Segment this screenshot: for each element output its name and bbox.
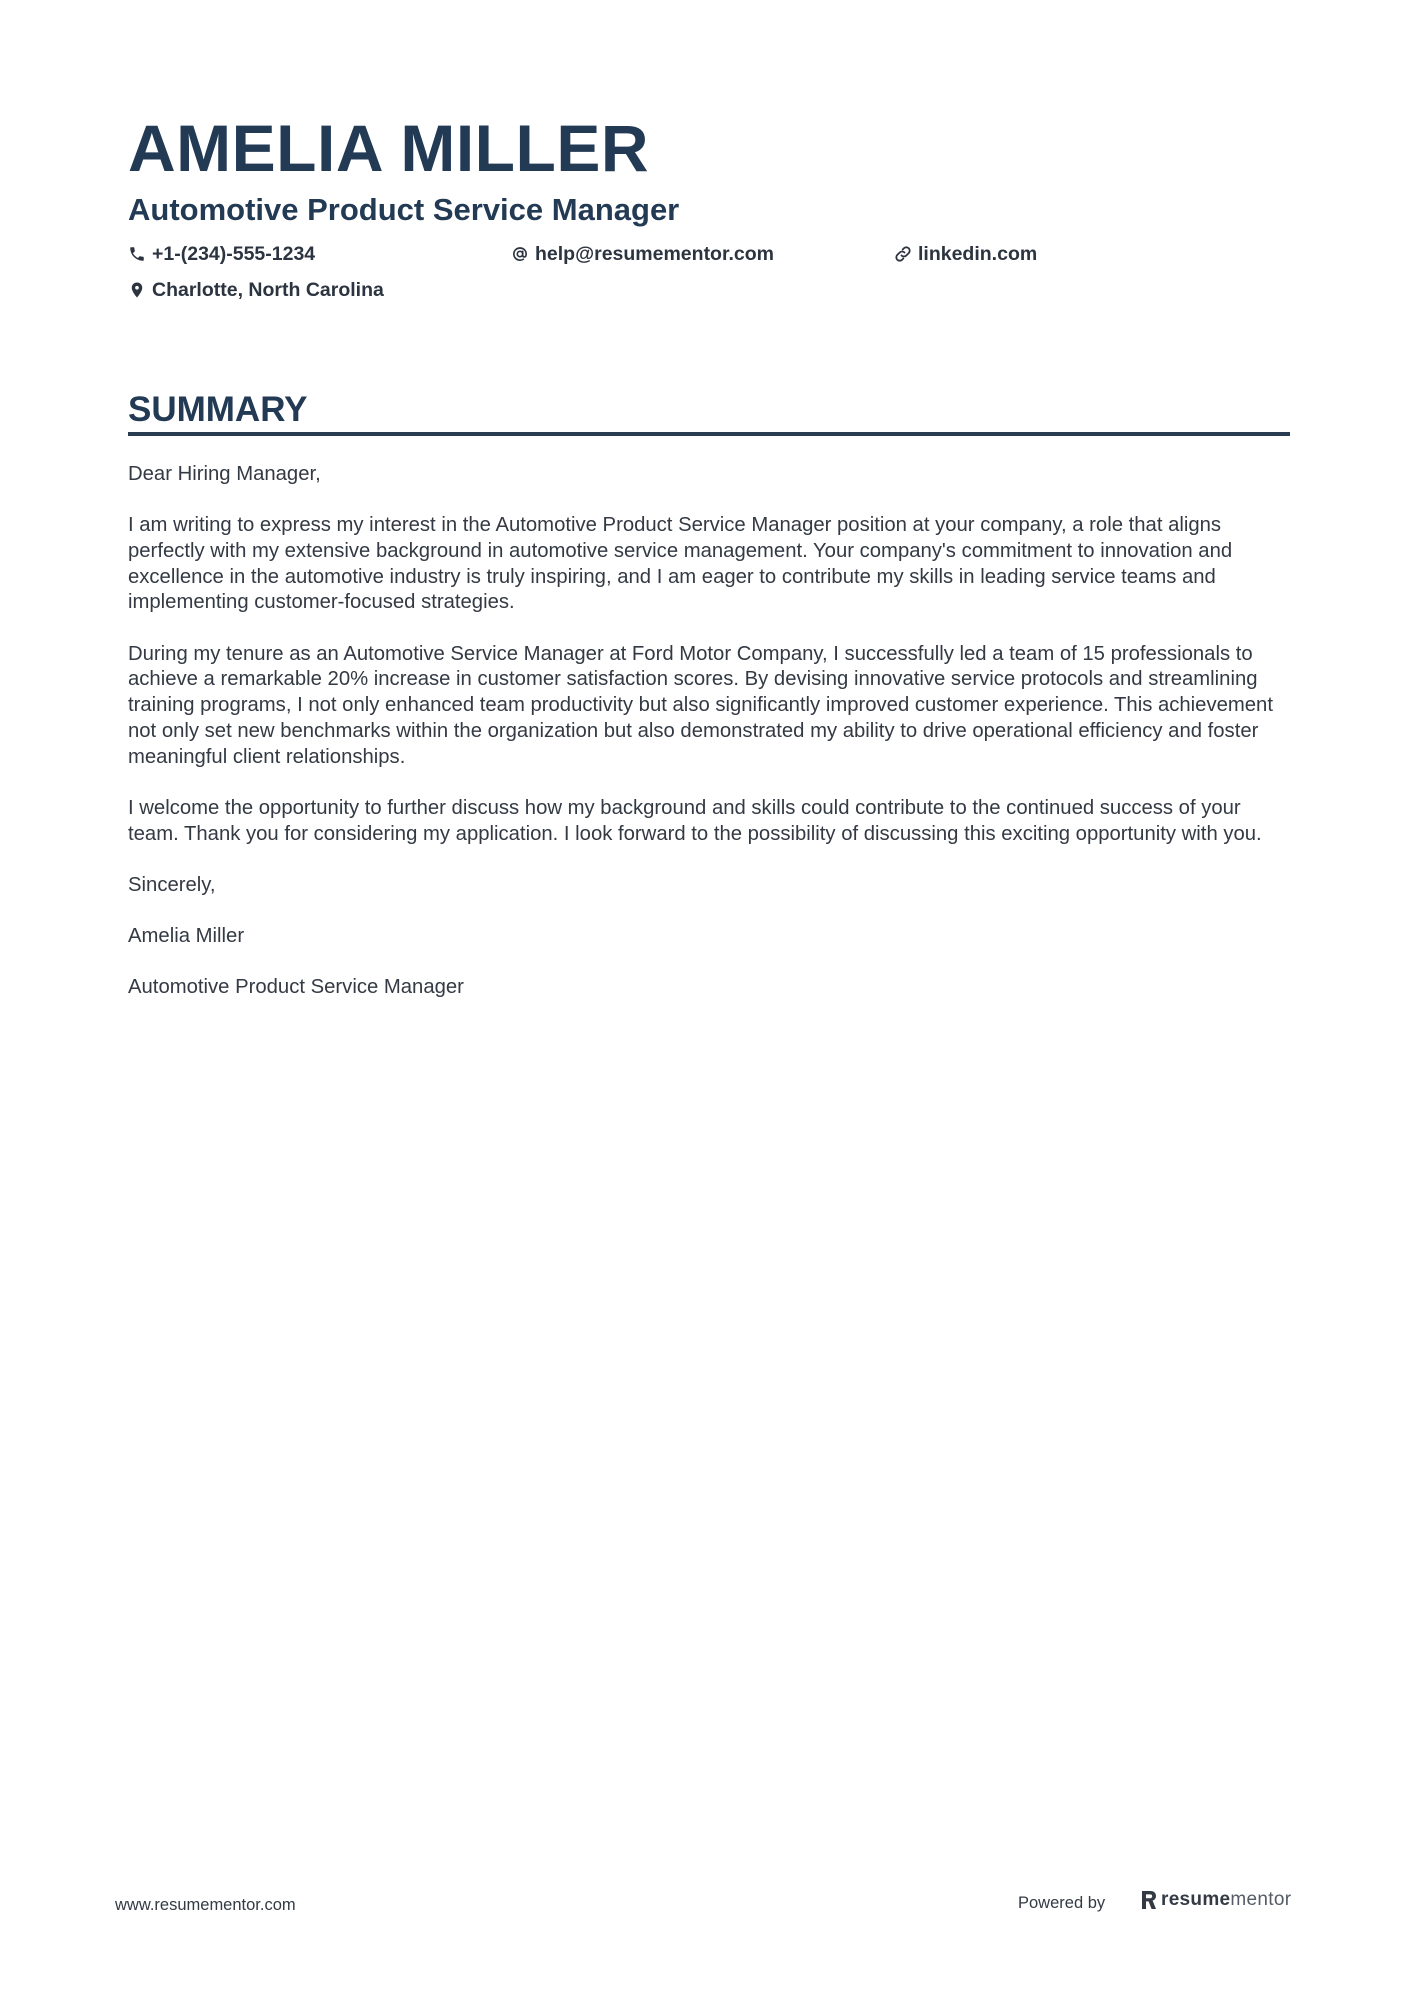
brand-logo[interactable] [1140, 1889, 1291, 1911]
phone-icon [128, 245, 146, 263]
email-text[interactable]: help@resumementor.com [535, 243, 774, 265]
summary-heading: SUMMARY [128, 390, 308, 429]
phone-text[interactable]: +1-(234)-555-1234 [152, 243, 316, 265]
signature-name: Amelia Miller [128, 925, 245, 948]
map-pin-icon [128, 281, 146, 299]
section-divider [128, 432, 1290, 436]
signature-title: Automotive Product Service Manager [128, 976, 464, 999]
at-sign-icon [511, 245, 529, 263]
candidate-name: AMELIA MILLER [128, 111, 649, 185]
contact-email [511, 241, 774, 267]
resumementor-logo-icon [1140, 1889, 1158, 1911]
location-text: Charlotte, North Carolina [152, 279, 384, 301]
letter-paragraph: I am writing to express my interest in the Automotive Product Service Manager position at your company, a role that aligns perfectly with my extensive background in automotive service management. Your company's commitment to innovation and excellence in the automotive industry is truly inspiring, and I am eager to contribute my skills in leading service teams and implementing customer-focused strategies. [128, 514, 1233, 614]
letter-paragraph: I welcome the opportunity to further discuss how my background and skills could contribute to the continued success of your team. Thank you for considering my application. I look forward to the possibility of discussing this exciting opportunity with you. [128, 796, 1262, 845]
contact-website [894, 241, 1037, 267]
letter-paragraph: During my tenure as an Automotive Service Manager at Ford Motor Company, I successfully led a team of 15 professionals to achieve a remarkable 20% increase in customer satisfaction scores. By devising innovative service protocols and streamlining training programs, I not only enhanced team productivity but also significantly improved customer experience. This achievement not only set new benchmarks within the organization but also demonstrated my ability to drive operational efficiency and foster meaningful client relationships. [128, 642, 1273, 768]
letter-salutation: Dear Hiring Manager, [128, 463, 321, 485]
letter-body [128, 462, 1290, 1027]
letter-closing: Sincerely, [128, 873, 216, 896]
footer-url[interactable]: www.resumementor.com [115, 1896, 296, 1914]
contact-location [128, 277, 384, 303]
contact-phone [128, 241, 315, 267]
link-icon [894, 245, 912, 263]
candidate-job-title: Automotive Product Service Manager [128, 192, 680, 227]
powered-by-label: Powered by [1018, 1894, 1106, 1912]
website-text[interactable]: linkedin.com [918, 243, 1038, 265]
brand-name-part1: resume [1161, 1889, 1231, 1910]
brand-name-part2: mentor [1230, 1889, 1292, 1910]
